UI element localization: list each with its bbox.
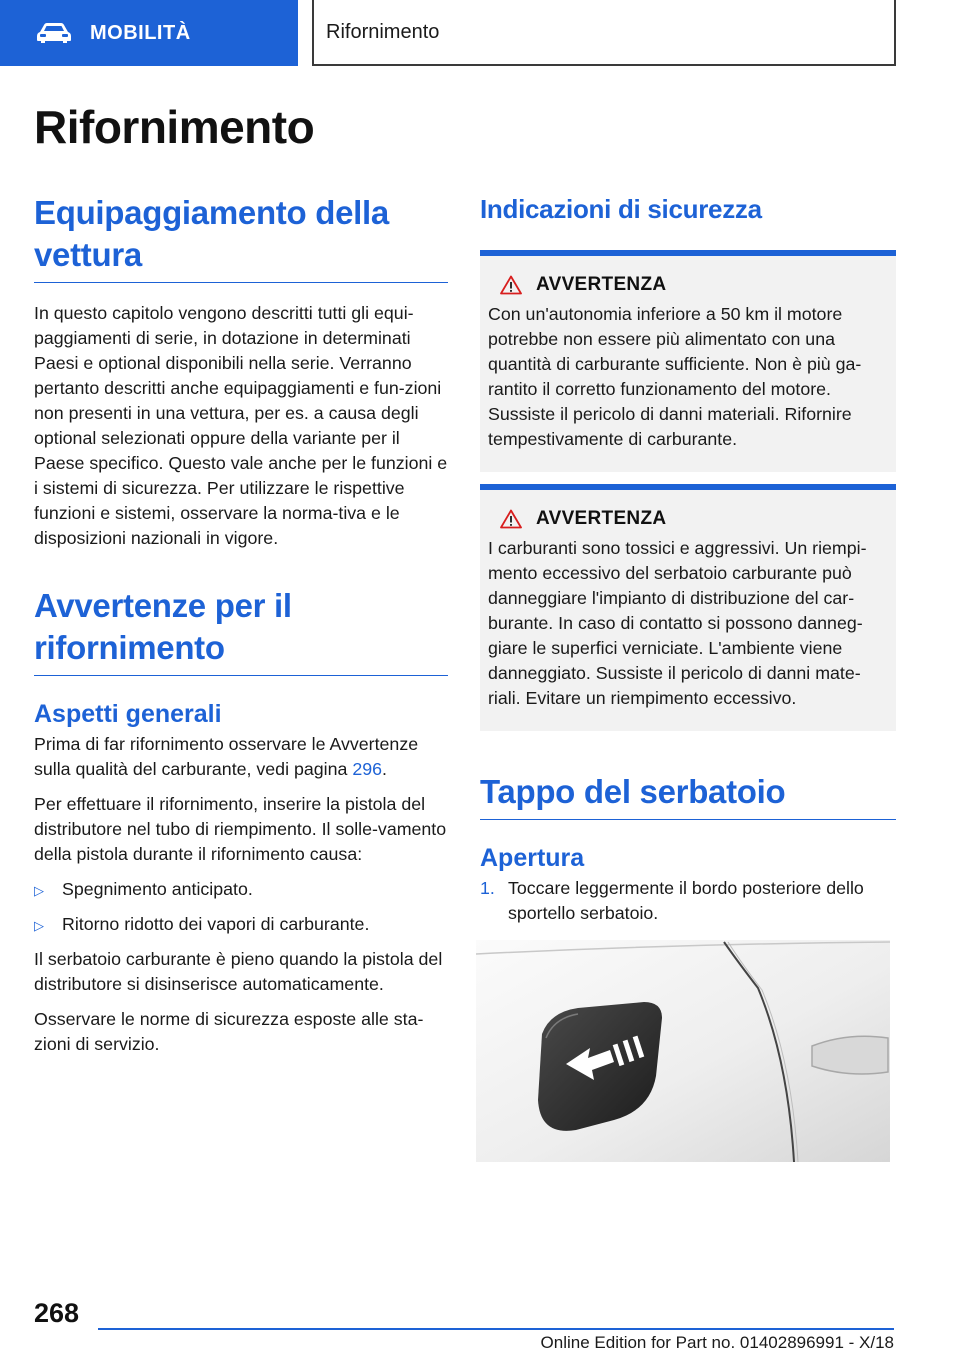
fuel-flap-drawing [476,940,890,1162]
bullet-marker: ▷ [34,918,44,933]
step-number: 1. [480,878,495,898]
paragraph-effettuare: Per effettuare il rifornimento, inserire la pistola del distributore nel tubo di riempimento. Il solle-vamento della pistola durante il rifornimento causa: [34,794,447,864]
section-tab[interactable] [0,0,298,66]
paragraph-norme: Osservare le norme di sicurezza esposte alle sta-zioni di servizio. [34,1009,424,1054]
page-title: Rifornimento [34,101,315,153]
heading-sicurezza: Indicazioni di sicurezza [480,194,762,224]
step-text: Toccare leggermente il bordo posteriore dello sportello serbatoio. [508,878,864,923]
left-column [34,192,448,1067]
warning-triangle-icon [500,275,522,295]
paragraph-equipaggiamento: In questo capitolo vengono descritti tutti gli equi-paggiamenti di serie, in dotazione in determinati Paesi e optional disponibili nella serie. Verranno pertanto descritti anche equipaggiamenti e fun-zioni non presenti in una vettura, per es. a causa degli optional selezionati oppure della variante per il Paese specifico. Questo vale anche per le funzioni e i sistemi di sicurezza. Per utilizzare le rispettive funzioni e sistemi, osservare la norma-tiva e le disposizioni nazionali in vigore. [34,303,448,548]
warning-triangle-icon [500,509,522,529]
paragraph-pieno: Il serbatoio carburante è pieno quando la pistola del distributore si disinserisce automaticamente. [34,949,443,994]
topic-label: Rifornimento [326,20,440,43]
edition-note: Online Edition for Part no. 01402896991 - X/18 [540,1333,894,1352]
heading-avvertenze: Avvertenze per il rifornimento [34,585,448,676]
right-column [480,192,896,926]
car-icon [36,22,72,44]
heading-equipaggiamento: Equipaggiamento della vettura [34,192,448,283]
topic-header [312,0,896,66]
list-item: ▷ Spegnimento anticipato. [34,877,448,903]
bullet-marker: ▷ [34,883,44,898]
paragraph-prima: Prima di far rifornimento osservare le Avvertenze sulla qualità del carburante, vedi pagina 296. [34,734,419,779]
heading-tappo: Tappo del serbatoio [480,771,896,820]
warning-box [480,250,896,472]
list-item [480,876,896,926]
section-label: MOBILITÀ [90,21,191,44]
warning-title: AVVERTENZA [536,508,667,529]
list-item: ▷ Ritorno ridotto dei vapori di carburante. [34,912,448,938]
fuel-flap-illustration [476,940,890,1162]
warning-text: I carburanti sono tossici e aggressivi. Un riempi-mento eccessivo del serbatoio carburante può danneggiare l'impianto di distribuzione del car-burante. In caso di contatto si possono danneg-giare le superfici verniciate. L'ambiente viene danneggiato. Sussiste il pericolo di danni mate-riali. Evitare un riempimento eccessivo. [488,538,867,708]
warning-header [500,274,888,296]
warning-title: AVVERTENZA [536,274,667,295]
heading-aspetti-generali: Aspetti generali [34,700,222,728]
page-reference-link[interactable]: 296 [352,759,382,779]
warning-header [500,508,888,530]
warning-box [480,484,896,731]
footer-divider [98,1328,894,1330]
heading-apertura: Apertura [480,844,585,872]
warning-text: Con un'autonomia inferiore a 50 km il motore potrebbe non essere più alimentato con una quantità di carburante sufficiente. Non è più ga-rantito il corretto funzionamento del motore. Sussiste il pericolo di danni materiali. Rifornire tempestivamente di carburante. [488,304,862,449]
page-number: 268 [34,1298,80,1328]
